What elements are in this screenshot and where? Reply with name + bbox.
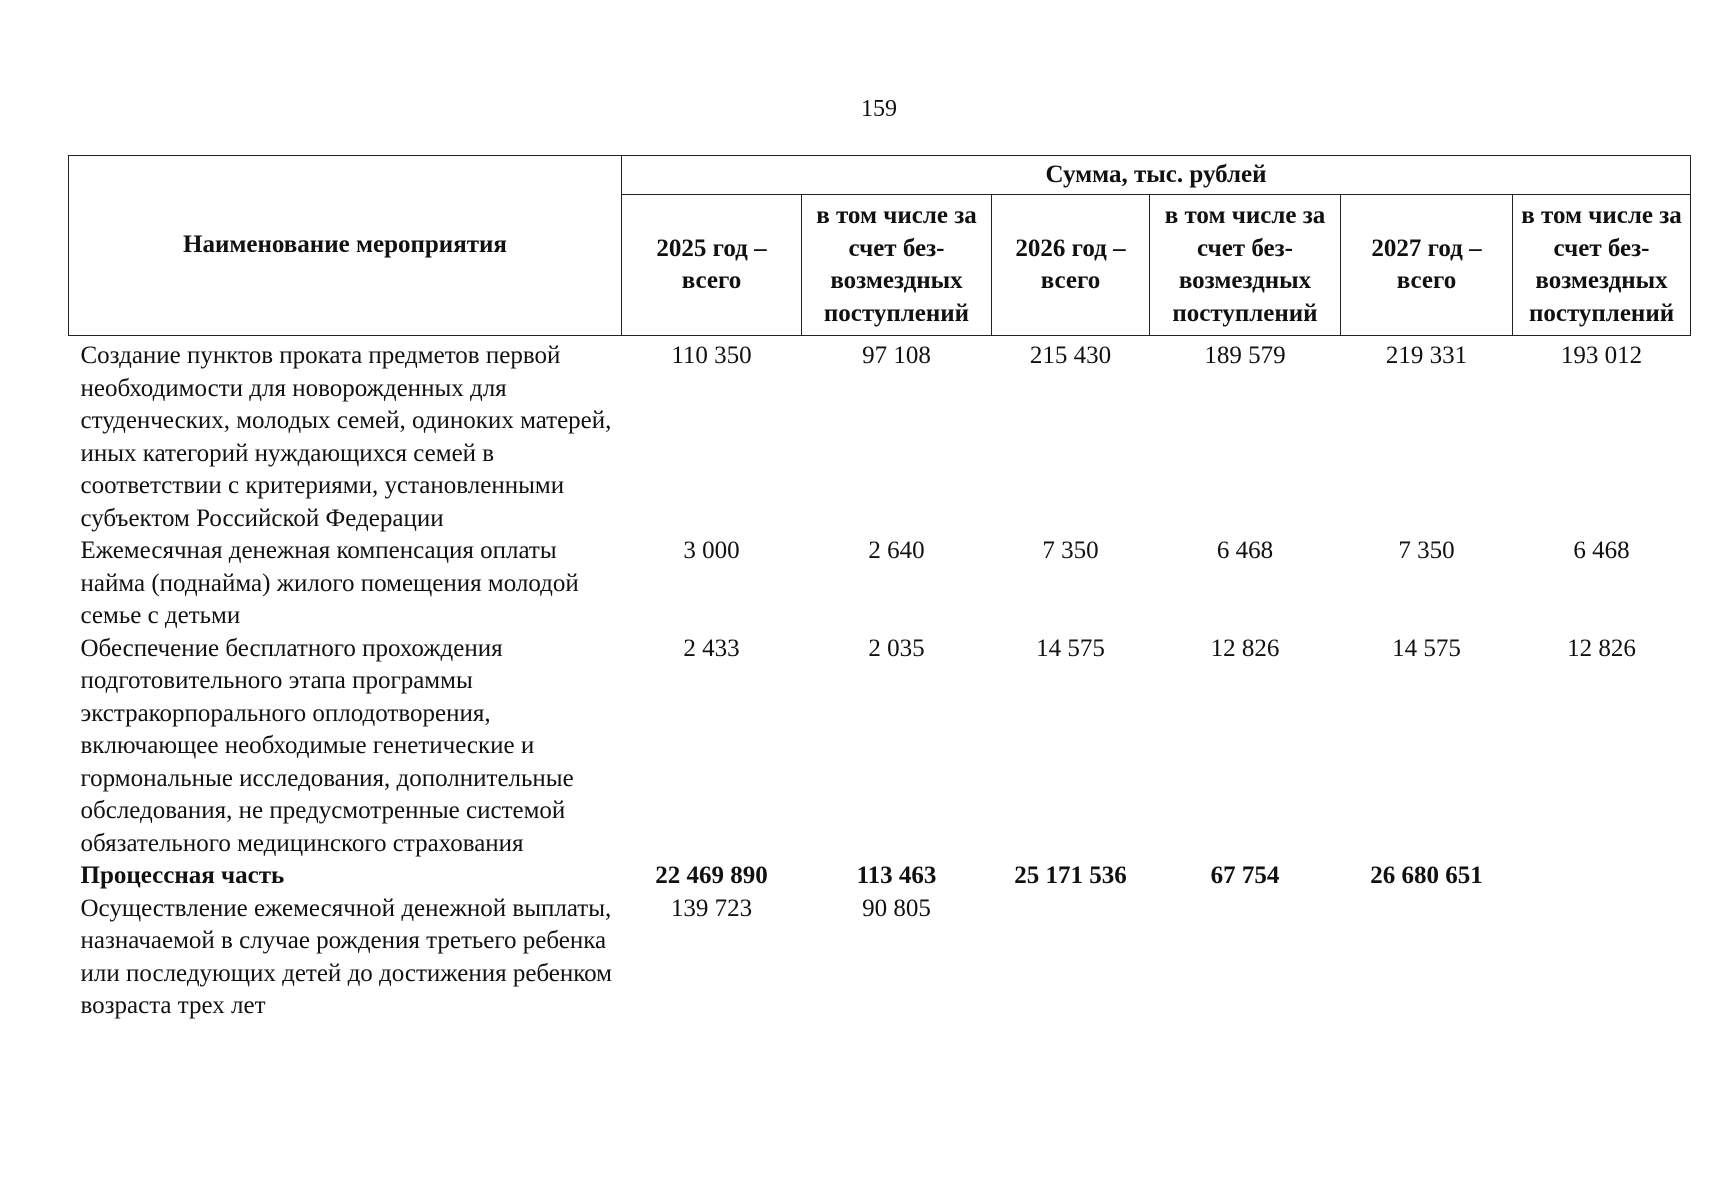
header-2027-free: в том числе за счет без-возмездных поступлений (1513, 195, 1691, 336)
cell-2025-free: 2 640 (868, 537, 925, 564)
header-name-column: Наименование мероприятия (69, 156, 622, 336)
cell-2026-total: 25 171 536 (1014, 862, 1127, 889)
header-2026-free: в том числе за счет без-возмездных поступлений (1150, 195, 1341, 336)
cell-2025-total: 2 433 (683, 634, 740, 662)
cell-2025-total: 110 350 (671, 342, 752, 369)
page-number: 159 (861, 96, 897, 122)
cell-2026-free: 189 579 (1204, 342, 1286, 369)
cell-2026-total: 14 575 (1036, 634, 1105, 662)
cell-2027-total: 26 680 651 (1370, 862, 1483, 889)
table-row (69, 893, 1691, 1023)
cell-2025-free: 2 035 (868, 634, 925, 662)
cell-2027-free (1513, 893, 1691, 1023)
header-sum-group: Сумма, тыс. рублей (622, 156, 1691, 195)
header-2027-total: 2027 год – всего (1341, 195, 1513, 336)
cell-2025-free: 97 108 (862, 342, 931, 369)
budget-table (68, 155, 1691, 1023)
row-name: Ежемесячная денежная компенсация оплаты найма (поднайма) жилого помещения молодой семье с детьми (80, 537, 579, 629)
cell-2026-free: 6 468 (1216, 537, 1274, 564)
cell-2025-total: 3 000 (683, 537, 740, 564)
table-row (69, 633, 1691, 861)
cell-2027-total: 7 350 (1398, 537, 1455, 564)
header-2025-free: в том числе за счет без-возмездных поступлений (802, 195, 992, 336)
cell-2027-total (1341, 893, 1513, 1023)
cell-2027-free: 12 826 (1567, 634, 1636, 662)
cell-2026-free: 12 826 (1210, 634, 1280, 662)
row-name: Создание пунктов проката предметов первой необходимости для новорожденных для студенческих, молодых семей, одиноких матерей, иных категорий нуждающихся семей в соответствии с критериями, установленными субъектом Российской Федерации (80, 342, 612, 532)
table-row (69, 336, 1691, 536)
cell-2026-total: 215 430 (1029, 342, 1112, 369)
cell-2026-total: 7 350 (1042, 537, 1099, 564)
cell-2027-free: 193 012 (1560, 342, 1643, 369)
cell-2027-free: 6 468 (1573, 537, 1630, 564)
table-row (69, 535, 1691, 633)
header-2026-total: 2026 год – всего (992, 195, 1150, 336)
section-row (69, 860, 1691, 893)
cell-2026-total (992, 893, 1150, 1023)
row-name: Осуществление ежемесячной денежной выплаты, назначаемой в случае рождения третьего ребенка или последующих детей до достижения ребенком возраста трех лет (80, 894, 613, 1019)
cell-2026-free: 67 754 (1210, 862, 1280, 889)
section-name: Процессная часть (80, 862, 285, 889)
table-header (69, 156, 1691, 336)
cell-2026-free (1150, 893, 1341, 1023)
cell-2025-total: 139 723 (670, 894, 753, 922)
cell-2025-free: 90 805 (862, 894, 931, 922)
row-name: Обеспечение бесплатного прохождения подготовительного этапа программы экстракорпорального оплодотворения, включающее необходимые генетические и гормональные исследования, дополнительные обследования, не предусмотренные системой обязательного медицинского страхования (80, 634, 574, 857)
cell-2027-total: 219 331 (1385, 342, 1468, 369)
cell-2027-total: 14 575 (1392, 634, 1461, 662)
header-2025-total: 2025 год – всего (622, 195, 802, 336)
cell-2027-free (1513, 860, 1691, 893)
cell-2025-total: 22 469 890 (655, 862, 768, 889)
cell-2025-free: 113 463 (856, 862, 937, 889)
